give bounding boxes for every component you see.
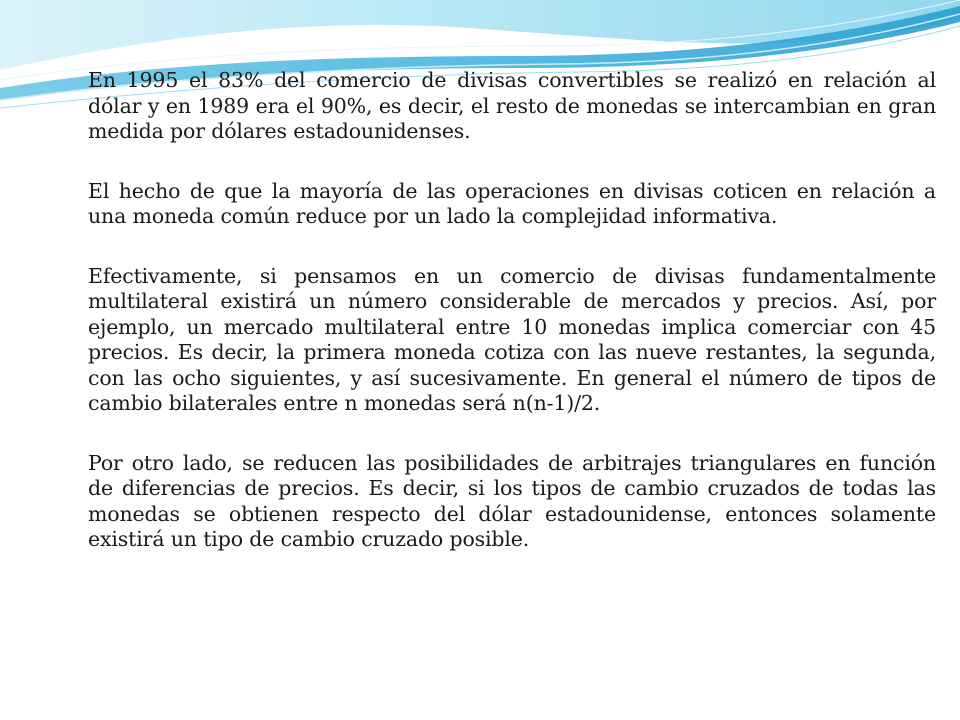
paragraph-4: Por otro lado, se reducen las posibilidades de arbitrajes triangulares en función de diferencias de precios. Es decir, si los tipos de cambio cruzados de todas las monedas se obtienen respecto del dólar estadounidense, entonces solamente existirá un tipo de cambio cruzado posible. [88, 450, 936, 551]
paragraph-3: Efectivamente, si pensamos en un comercio de divisas fundamentalmente multilateral existirá un número considerable de mercados y precios. Así, por ejemplo, un mercado multilateral entre 10 monedas implica comerciar con 45 precios. Es decir, la primera moneda cotiza con las nueve restantes, la segunda, con las ocho siguientes, y así sucesivamente. En general el número de tipos de cambio bilaterales entre n monedas será n(n-1)/2. [88, 263, 936, 415]
paragraph-2: El hecho de que la mayoría de las operaciones en divisas coticen en relación a una moneda común reduce por un lado la complejidad informativa. [88, 178, 936, 228]
paragraph-1: En 1995 el 83% del comercio de divisas convertibles se realizó en relación al dólar y en 1989 era el 90%, es decir, el resto de monedas se intercambian en gran medida por dólares estadounidenses. [88, 68, 936, 143]
body-text [88, 68, 936, 587]
